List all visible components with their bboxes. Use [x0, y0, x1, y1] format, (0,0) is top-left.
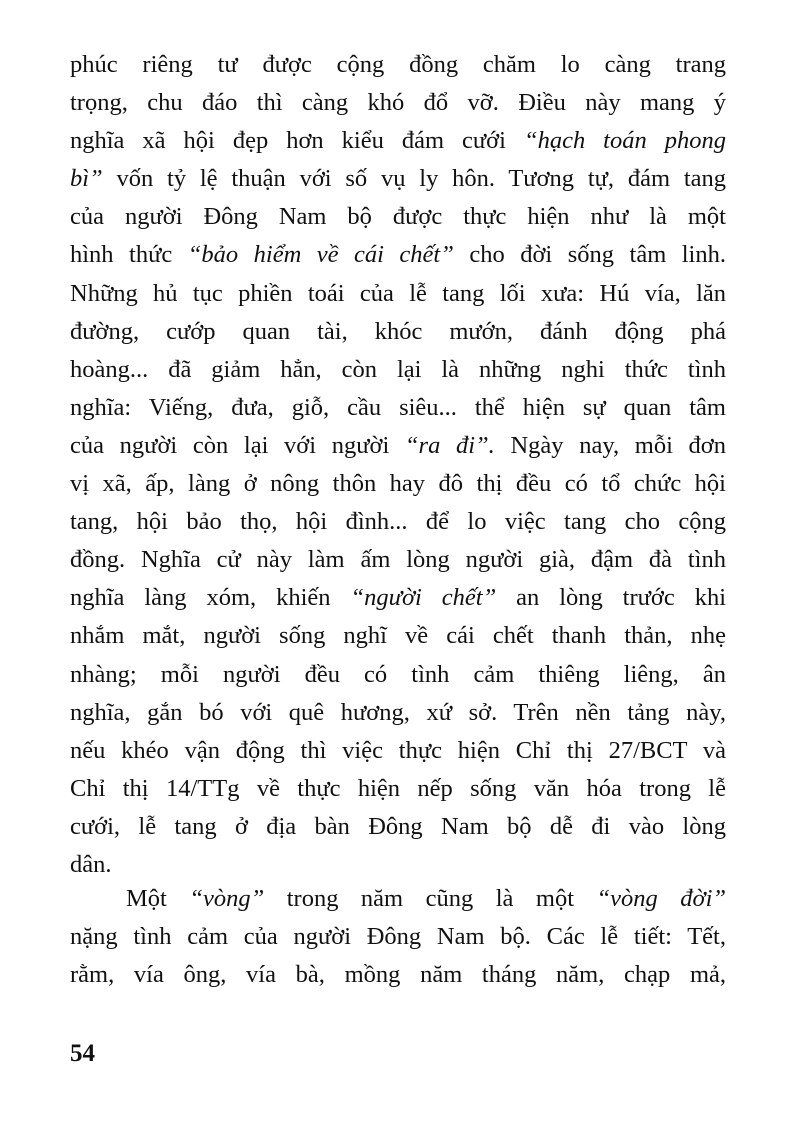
text-line [70, 732, 726, 770]
italic-quote: “vòng” [189, 885, 265, 913]
text-segment: hình thức [70, 241, 188, 269]
text-segment: nghĩa: Viếng, đưa, giỗ, cầu siêu... thể hiện sự quan tâm [70, 393, 726, 421]
text-line [70, 389, 726, 427]
text-line [70, 275, 726, 313]
text-segment: của người còn lại với người [70, 431, 405, 459]
text-line [70, 46, 726, 84]
text-line [70, 198, 726, 236]
italic-quote: “ra đi”. [404, 431, 495, 459]
text-segment: nghĩa, gắn bó với quê hương, xứ sở. Trên nền tảng này, [70, 698, 726, 726]
text-line [70, 656, 726, 694]
text-line [70, 351, 726, 389]
text-line [70, 427, 726, 465]
text-segment: đường, cướp quan tài, khóc mướn, đánh động phá [70, 317, 726, 345]
text-segment: tang, hội bảo thọ, hội đình... để lo việc tang cho cộng [70, 508, 726, 536]
paragraph [70, 880, 726, 994]
italic-quote: bì” [70, 165, 103, 193]
text-segment: vốn tỷ lệ thuận với số vụ ly hôn. Tương tự, đám tang [102, 165, 726, 193]
text-segment: Những hủ tục phiền toái của lễ tang lối xưa: Hú vía, lăn [70, 279, 726, 307]
text-line [70, 236, 726, 274]
italic-quote: “hạch toán phong [523, 127, 726, 155]
text-segment: nặng tình cảm của người Đông Nam bộ. Các lễ tiết: Tết, [70, 923, 726, 951]
text-segment: rằm, vía ông, vía bà, mồng năm tháng năm, chạp mả, [70, 961, 726, 989]
text-segment: nghĩa làng xóm, khiến [70, 584, 351, 612]
text-segment: nghĩa xã hội đẹp hơn kiểu đám cưới [70, 127, 524, 155]
text-line [70, 880, 726, 918]
text-segment: hoàng... đã giảm hẳn, còn lại là những nghi thức tình [70, 355, 726, 383]
text-segment: trong năm cũng là một [264, 885, 597, 913]
paragraph [70, 46, 726, 884]
text-segment: nhắm mắt, người sống nghĩ về cái chết thanh thản, nhẹ [70, 622, 726, 650]
text-segment: Một [126, 885, 190, 913]
page-body [70, 46, 726, 994]
italic-quote: “bảo hiểm về cái chết” [187, 241, 454, 269]
text-line [70, 160, 726, 198]
text-segment: Ngày nay, mỗi đơn [494, 431, 726, 459]
text-segment: cho đời sống tâm linh. [453, 241, 726, 269]
text-line [70, 846, 726, 884]
italic-quote: “người chết” [350, 584, 497, 612]
text-segment: Chỉ thị 14/TTg về thực hiện nếp sống văn hóa trong lễ [70, 774, 726, 802]
italic-quote: “vòng đời” [596, 885, 726, 913]
text-line [70, 617, 726, 655]
text-line [70, 579, 726, 617]
page-number: 54 [70, 1040, 95, 1067]
text-segment: an lòng trước khi [496, 584, 726, 612]
text-segment: dân. [70, 850, 112, 878]
text-segment: phúc riêng tư được cộng đồng chăm lo càng trang [70, 51, 726, 78]
text-segment: nếu khéo vận động thì việc thực hiện Chỉ thị 27/BCT và [70, 736, 726, 764]
text-line [70, 122, 726, 160]
text-line [70, 313, 726, 351]
text-line [70, 918, 726, 956]
text-segment: cưới, lễ tang ở địa bàn Đông Nam bộ dễ đi vào lòng [70, 812, 726, 840]
text-segment: vị xã, ấp, làng ở nông thôn hay đô thị đều có tổ chức hội [70, 470, 726, 498]
text-line [70, 503, 726, 541]
text-line [70, 694, 726, 732]
text-segment: trọng, chu đáo thì càng khó đổ vỡ. Điều này mang ý [70, 89, 726, 117]
text-line [70, 770, 726, 808]
text-line [70, 808, 726, 846]
text-segment: nhàng; mỗi người đều có tình cảm thiêng liêng, ân [70, 660, 726, 688]
text-segment: của người Đông Nam bộ được thực hiện như là một [70, 203, 726, 231]
text-line [70, 84, 726, 122]
text-segment: đồng. Nghĩa cử này làm ấm lòng người già, đậm đà tình [70, 546, 726, 574]
text-line [70, 956, 726, 994]
text-line [70, 465, 726, 503]
text-line [70, 541, 726, 579]
